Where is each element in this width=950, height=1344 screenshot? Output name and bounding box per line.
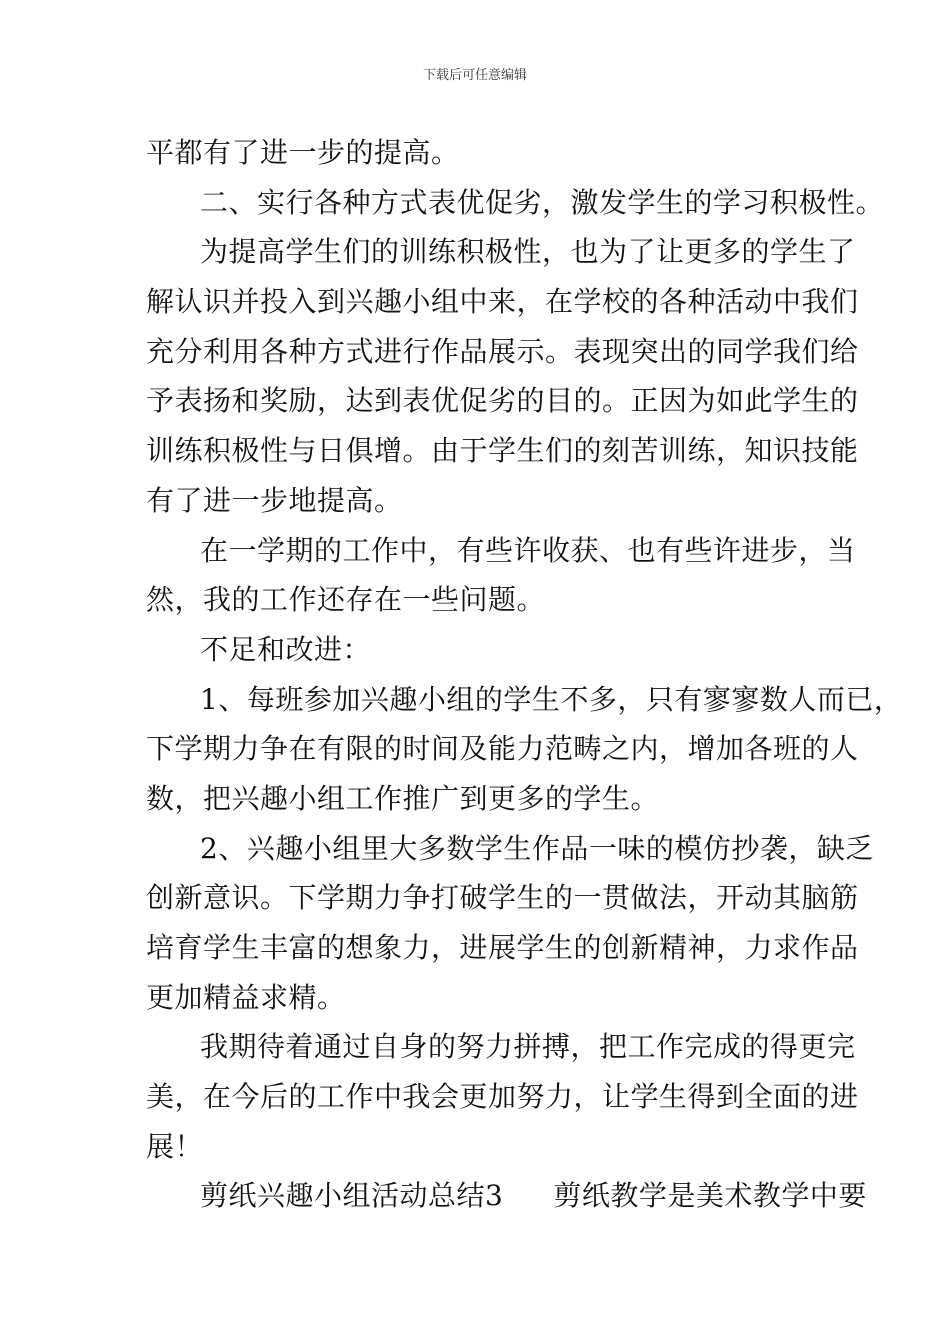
body-line: 为提高学生们的训练积极性，也为了让更多的学生了	[200, 235, 856, 269]
body-line: 创新意识。下学期力争打破学生的一贯做法，开动其脑筋	[146, 881, 859, 915]
body-line: 予表扬和奖励，达到表优促劣的目的。正因为如此学生的	[146, 384, 859, 418]
section-title: 剪纸兴趣小组活动总结3	[200, 1179, 504, 1213]
body-line: 下学期力争在有限的时间及能力范畴之内，增加各班的人	[146, 732, 859, 766]
body-line: 不足和改进：	[200, 632, 372, 666]
body-line: 充分利用各种方式进行作品展示。表现突出的同学我们给	[146, 334, 859, 368]
body-line: 二、实行各种方式表优促劣，激发学生的学习积极性。	[200, 185, 885, 219]
body-line: 训练积极性与日俱增。由于学生们的刻苦训练，知识技能	[146, 434, 859, 468]
body-line: 然，我的工作还存在一些问题。	[146, 583, 546, 617]
body-line: 平都有了进一步的提高。	[146, 136, 460, 169]
body-line: 数，把兴趣小组工作推广到更多的学生。	[146, 781, 660, 815]
body-line: 在一学期的工作中，有些许收获、也有些许进步，当	[200, 533, 856, 567]
section-text: 剪纸教学是美术教学中要	[553, 1179, 867, 1213]
document-body	[146, 128, 903, 1221]
body-line: 培育学生丰富的想象力，进展学生的创新精神，力求作品	[146, 931, 859, 964]
body-line: 2、兴趣小组里大多数学生作品一味的模仿抄袭，缺乏	[200, 831, 874, 865]
body-line: 有了进一步地提高。	[146, 483, 403, 517]
body-line: 我期待着通过自身的努力拼搏，把工作完成的得更完	[200, 1030, 856, 1064]
body-line: 解认识并投入到兴趣小组中来，在学校的各种活动中我们	[146, 285, 859, 319]
section-line	[146, 1171, 867, 1221]
page-header-note: 下载后可任意编辑	[422, 68, 527, 83]
body-line: 美，在今后的工作中我会更加努力，让学生得到全面的进	[146, 1080, 859, 1114]
body-line: 1、每班参加兴趣小组的学生不多，只有寥寥数人而已，	[200, 682, 903, 716]
body-line: 展！	[146, 1129, 204, 1163]
body-line: 更加精益求精。	[146, 980, 346, 1014]
